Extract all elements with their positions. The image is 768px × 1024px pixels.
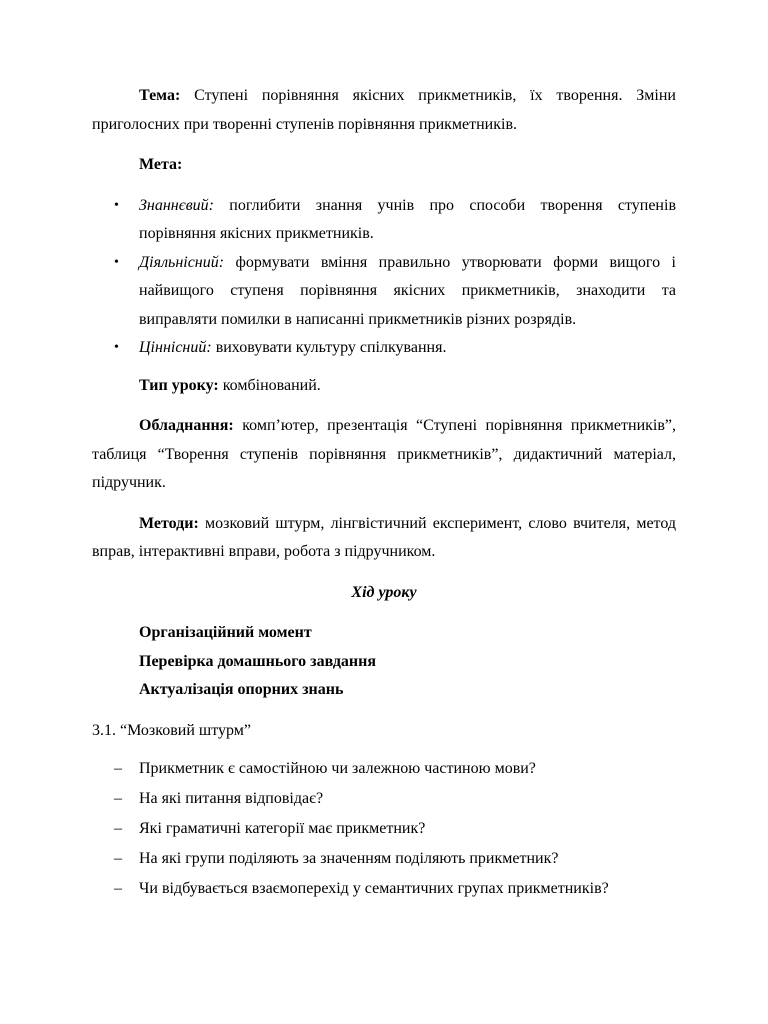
dash-icon: – (114, 760, 122, 777)
lesson-progress-title-text: Хід уроку (351, 583, 417, 601)
question-text: На які питання відповідає? (139, 790, 324, 807)
dash-icon: – (114, 820, 122, 837)
dash-icon: – (114, 850, 122, 867)
topic-text: Ступені порівняння якісних прикметників, їх творення. Зміни приголосних при творенні ступенів порівняння прикметників. (92, 87, 676, 133)
question-item (92, 844, 676, 874)
topic-paragraph (92, 82, 676, 139)
question-text: Прикметник є самостійною чи залежною частиною мови? (139, 760, 536, 777)
brainstorm-heading: 3.1. “Мозковий штурм” (92, 721, 251, 739)
goal-item-knowledge (92, 192, 676, 249)
question-text: Чи відбувається взаємоперехід у семантичних групах прикметників? (139, 880, 609, 897)
stage-knowledge-update: Актуалізація опорних знань (139, 681, 344, 698)
lesson-progress-title (92, 579, 676, 608)
methods-paragraph (92, 510, 676, 567)
lesson-type-label: Тип уроку: (139, 376, 219, 394)
question-list (92, 754, 676, 904)
lesson-type-paragraph (92, 372, 676, 401)
bullet-icon: • (114, 254, 119, 270)
question-item (92, 784, 676, 814)
stage-organizational: Організаційний момент (139, 624, 312, 641)
methods-text: мозковий штурм, лінгвістичний експеримент, слово вчителя, метод вправ, інтерактивні вправи, робота з підручником. (92, 514, 676, 560)
goal-item-text: виховувати культуру спілкування. (211, 339, 447, 356)
goal-item-label: Знаннєвий: (139, 196, 214, 214)
bullet-icon: • (114, 197, 119, 213)
goal-item-text: формувати вміння правильно утворювати форми вищого і найвищого ступеня порівняння якісних прикметників, знаходити та виправляти помилки в написанні прикметників різних розрядів. (139, 253, 676, 328)
dash-icon: – (114, 880, 122, 897)
goal-item-text: поглибити знання учнів про способи творення ступенів порівняння якісних прикметників. (139, 196, 676, 242)
equipment-paragraph (92, 412, 676, 498)
equipment-text: комп’ютер, презентація “Ступені порівняння прикметників”, таблиця “Творення ступенів порівняння прикметників”, дидактичний матеріал, підручник. (92, 417, 676, 491)
goal-heading (92, 151, 676, 180)
goal-label: Мета: (139, 156, 183, 173)
question-item (92, 814, 676, 844)
goal-item-activity (92, 249, 676, 335)
equipment-label: Обладнання: (139, 417, 234, 434)
question-text: Які граматичні категорії має прикметник? (139, 820, 426, 837)
lesson-type-text: комбінований. (218, 376, 321, 394)
goal-item-label: Діяльнісний: (139, 253, 225, 271)
topic-label: Тема: (139, 87, 181, 104)
question-text: На які групи поділяють за значенням поділяють прикметник? (139, 850, 559, 867)
dash-icon: – (114, 790, 122, 807)
methods-label: Методи: (139, 514, 199, 532)
lesson-stages (92, 619, 676, 705)
stage-homework-check: Перевірка домашнього завдання (139, 652, 376, 670)
goal-item-values (92, 334, 676, 363)
document-page (92, 82, 676, 904)
goal-list (92, 192, 676, 363)
bullet-icon: • (114, 340, 119, 355)
goal-item-label: Ціннісний: (139, 339, 212, 356)
question-item (92, 874, 676, 904)
question-item (92, 754, 676, 784)
